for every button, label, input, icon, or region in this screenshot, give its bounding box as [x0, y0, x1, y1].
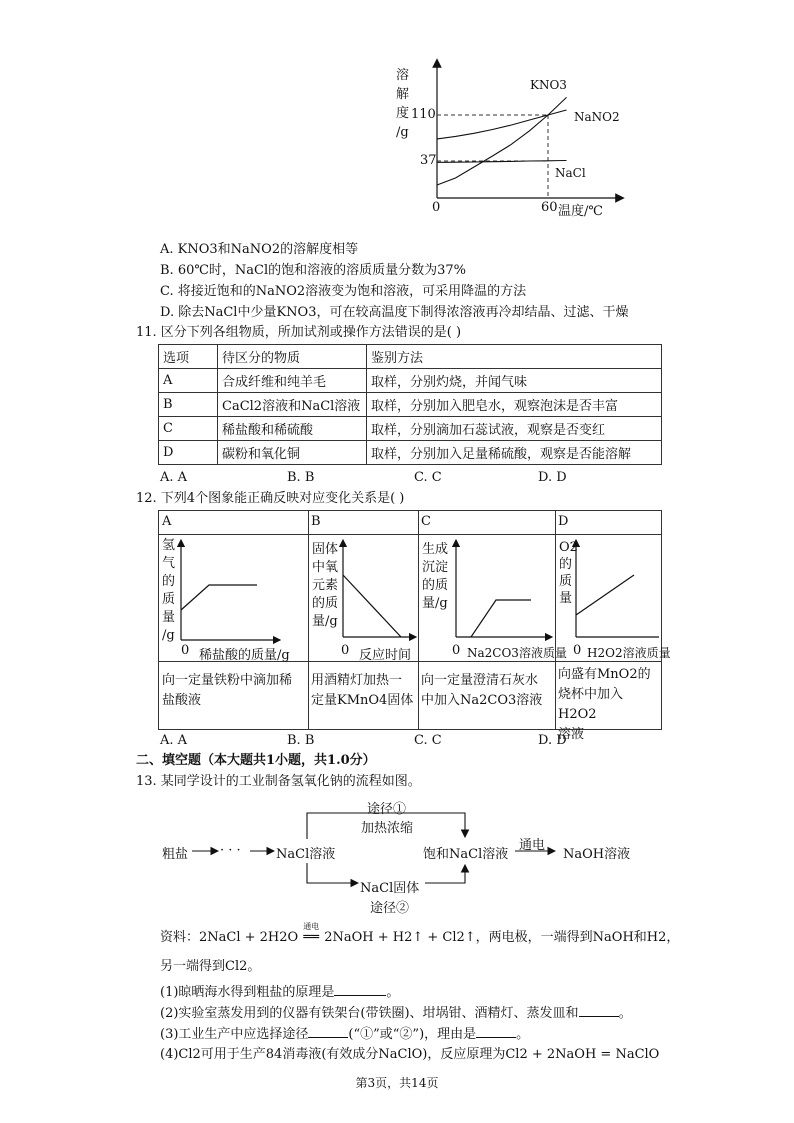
flow-route1-op: 加热浓缩: [361, 821, 414, 836]
flow-nacl-solution: NaCl溶液: [276, 847, 336, 862]
table-row: [159, 441, 662, 465]
table-cell: 取样，分别滴加石蕊试液，观察是否变红: [367, 417, 662, 441]
flow-nacl-solid: NaCl固体: [360, 881, 420, 896]
q12-header-c: C: [421, 514, 431, 529]
ylabel-char: 的质: [312, 596, 339, 611]
table-cell: 碳粉和氧化铜: [218, 441, 367, 465]
desc-line: 溶液: [558, 727, 585, 742]
table-cell: A: [159, 369, 218, 393]
ylabel-char: O2: [559, 540, 578, 555]
table-cell: 合成纤维和纯羊毛: [218, 369, 367, 393]
tick-37: 37: [420, 153, 437, 168]
q10-option-d: D. 除去NaCl中少量KNO3，可在较高温度下制得浓溶液再冷却结晶、过滤、干燥: [160, 305, 629, 320]
info-suffix: 2NaOH + H2↑ + Cl2↑，两电极，一端得到NaOH和H2，: [324, 930, 680, 945]
ylabel-char: 量/g: [422, 596, 448, 611]
ylabel-char: 中氧: [312, 560, 339, 575]
answer-blank[interactable]: [308, 1025, 348, 1038]
section-heading: 二、填空题（本大题共1小题，共1.0分）: [136, 753, 376, 768]
arrow-solid-to-saturated: [425, 865, 465, 883]
ylabel-char: 量: [162, 610, 176, 625]
label-nano2: NaNO2: [574, 110, 620, 124]
ylabel-char: 质: [559, 574, 573, 589]
desc-line: 烧杯中加入H2O2: [558, 687, 624, 722]
desc-line: 用酒精灯加热一: [311, 673, 403, 688]
q13-info-line1: [160, 922, 680, 947]
table-cell: 稀盐酸和稀硫酸: [218, 417, 367, 441]
table-cell: 取样，分别加入肥皂水，观察泡沫是否丰富: [367, 393, 662, 417]
ylabel-char: 生成: [422, 542, 449, 557]
q12-option-c: C. C: [414, 733, 442, 748]
flow-route1: 途径①: [367, 802, 407, 817]
chart-ylabel: [396, 66, 409, 142]
condition-label: 通电: [303, 922, 320, 931]
sub3-text-b: (“①”或“②”)，理由是: [348, 1027, 477, 1042]
ylabel-char: 量/g: [312, 614, 338, 629]
q13-sub4: (4)Cl2可用于生产84消毒液(有效成分NaClO)，反应原理为Cl2 + 2NaOH = NaClO: [160, 1047, 660, 1062]
q13-stem: 13. 某同学设计的工业制备氢氧化钠的流程如图。: [136, 774, 421, 789]
ylabel-char: 沉淀: [422, 560, 449, 575]
graph-c-line: [471, 600, 531, 637]
ylabel-char: 溶: [396, 68, 410, 83]
ylabel-char: 的质: [422, 578, 449, 593]
info-prefix: 资料：2NaCl + 2H2O: [160, 930, 299, 945]
q12-option-a: A. A: [160, 733, 188, 748]
table-cell: CaCl2溶液和NaCl溶液: [218, 393, 367, 417]
desc-line: 定量KMnO4固体: [311, 693, 414, 708]
q12-desc-d: [558, 665, 661, 745]
series-nano2: [437, 110, 567, 139]
graph-d-ylabel: [559, 539, 578, 607]
table-header: 选项: [159, 345, 218, 369]
q10-option-c: C. 将接近饱和的NaNO2溶液变为饱和溶液，可采用降温的方法: [160, 284, 527, 299]
ylabel-char: 气: [162, 556, 176, 571]
label-nacl: NaCl: [555, 166, 586, 180]
q13-info-line2: 另一端得到Cl2。: [160, 959, 261, 974]
q11-option-d: D. D: [538, 470, 567, 485]
desc-line: 向盛有MnO2的: [558, 667, 651, 682]
q10-option-b: B. 60℃时，NaCl的饱和溶液的溶质质量分数为37%: [160, 263, 467, 278]
ylabel-char: 量: [559, 591, 573, 606]
tick-origin: 0: [432, 200, 441, 215]
series-kno3: [437, 97, 567, 185]
table-row: [159, 345, 662, 369]
chart-xlabel: 温度/℃: [558, 204, 603, 219]
flow-naoh-solution: NaOH溶液: [563, 847, 631, 862]
answer-blank[interactable]: [476, 1025, 516, 1038]
q12-header-a: A: [162, 514, 172, 529]
graph-d-origin: 0: [573, 643, 582, 658]
table-cell: C: [159, 417, 218, 441]
graph-b-line: [343, 575, 401, 637]
graph-b-xlabel: 反应时间: [359, 648, 412, 663]
table-cell: D: [159, 441, 218, 465]
table-cell: B: [159, 393, 218, 417]
tick-110: 110: [411, 107, 436, 122]
reaction-condition: 通电 ══: [298, 929, 324, 947]
graph-c-xlabel: Na2CO3溶液质量: [467, 646, 567, 660]
graph-a-ylabel: [162, 537, 175, 645]
q12-desc-b: [311, 671, 413, 711]
sub1-text: (1)晾晒海水得到粗盐的原理是: [160, 985, 335, 1000]
flow-saturated-solution: 饱和NaCl溶液: [423, 847, 509, 862]
graph-a-line: [181, 585, 257, 610]
q12-stem: 12. 下列4个图象能正确反映对应变化关系是( ): [136, 491, 405, 506]
desc-line: 盐酸液: [162, 693, 202, 708]
graph-d-xlabel: H2O2溶液质量: [587, 646, 671, 660]
ylabel-char: 质: [162, 592, 176, 607]
answer-blank[interactable]: [579, 1004, 619, 1017]
page-footer: 第3页，共14页: [355, 1076, 439, 1090]
table-row: [159, 393, 662, 417]
solubility-chart: [380, 58, 640, 223]
q11-stem: 11. 区分下列各组物质，所加试剂或操作方法错误的是( ): [136, 325, 462, 340]
desc-line: 向一定量铁粉中滴加稀: [162, 673, 293, 688]
q12-header-d: D: [558, 514, 569, 529]
graph-c-ylabel: [422, 541, 448, 613]
ylabel-char: /g: [162, 628, 175, 643]
desc-line: 向一定量澄清石灰水: [421, 673, 539, 688]
sub1-end: 。: [386, 985, 400, 1000]
q13-sub2: [160, 1004, 632, 1023]
ylabel-char: 度: [396, 106, 410, 121]
q12-desc-c: [421, 671, 542, 711]
sub3-text-a: (3)工业生产中应选择途径: [160, 1027, 309, 1042]
table-header: 鉴别方法: [367, 345, 662, 369]
q12-option-b: B. B: [287, 733, 315, 748]
answer-blank[interactable]: [334, 983, 386, 996]
tick-60: 60: [541, 200, 558, 215]
graph-b-ylabel: [312, 541, 338, 631]
arrow-route2-to-solid: [307, 863, 358, 883]
q11-option-b: B. B: [287, 470, 315, 485]
ylabel-char: 解: [396, 87, 410, 102]
q13-sub1: [160, 983, 399, 1002]
ylabel-char: /g: [396, 125, 409, 140]
graph-a-xlabel: 稀盐酸的质量/g: [199, 648, 290, 663]
q10-option-a: A. KNO3和NaNO2的溶解度相等: [160, 242, 359, 257]
table-row: [159, 417, 662, 441]
q11-option-c: C. C: [414, 470, 442, 485]
q11-table: [158, 344, 662, 465]
ylabel-char: 氢: [162, 538, 176, 553]
table-cell: 取样，分别加入足量稀硫酸，观察是否能溶解: [367, 441, 662, 465]
flow-route2: 途径②: [370, 901, 410, 916]
label-kno3: KNO3: [530, 78, 567, 92]
flow-dots: · · ·: [220, 843, 241, 858]
q12-header-b: B: [311, 514, 321, 529]
table-cell: 取样，分别灼烧，并闻气味: [367, 369, 662, 393]
ylabel-char: 固体: [312, 542, 339, 557]
sub2-text: (2)实验室蒸发用到的仪器有铁架台(带铁圈)、坩埚钳、酒精灯、蒸发皿和: [160, 1006, 579, 1021]
q11-option-a: A. A: [160, 470, 188, 485]
desc-line: 中加入Na2CO3溶液: [421, 693, 543, 708]
q12-option-d: D. D: [538, 733, 567, 748]
ylabel-char: 元素: [312, 578, 339, 593]
table-header: 待区分的物质: [218, 345, 367, 369]
q13-sub3: [160, 1025, 529, 1044]
graph-d-line: [576, 575, 634, 615]
ylabel-char: 的: [162, 574, 176, 589]
graph-c-origin: 0: [452, 643, 461, 658]
graph-a-origin: 0: [181, 643, 190, 658]
flow-crude-salt: 粗盐: [162, 847, 189, 862]
sub3-end: 。: [516, 1027, 530, 1042]
q12-desc-a: [162, 671, 292, 711]
sub2-end: 。: [618, 1006, 632, 1021]
graph-b-origin: 0: [341, 643, 350, 658]
flow-electrolysis: 通电: [519, 838, 546, 853]
table-row: [159, 369, 662, 393]
ylabel-char: 的: [559, 557, 573, 572]
